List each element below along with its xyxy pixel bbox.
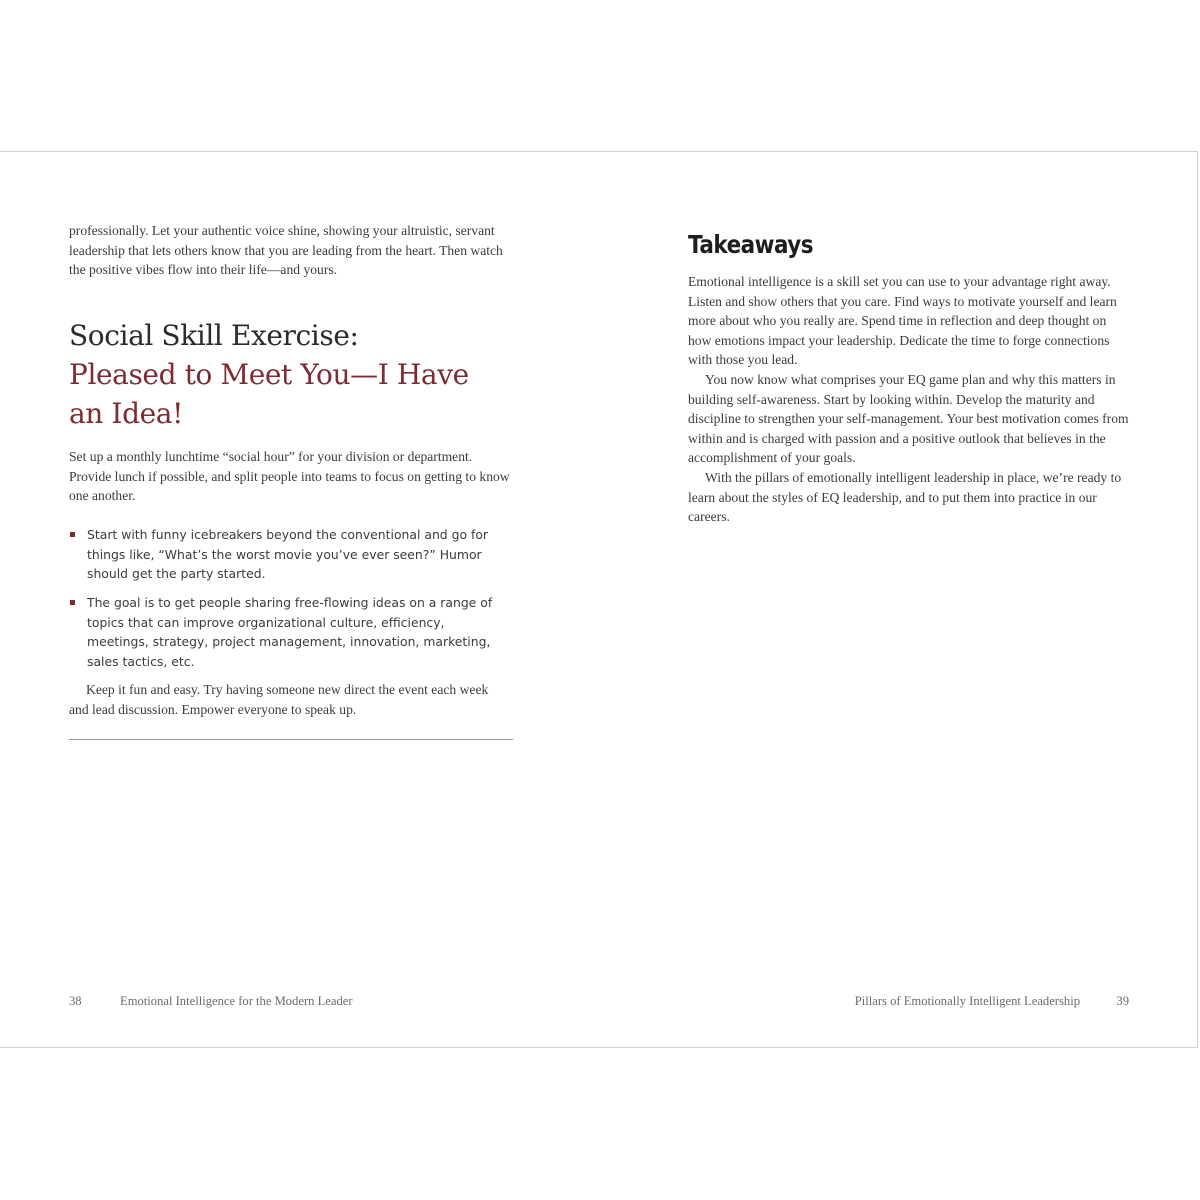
takeaways-body	[688, 272, 1133, 527]
closing-paragraph: Keep it fun and easy. Try having someone new direct the event each week and lead discussion. Empower everyone to speak up.	[69, 682, 489, 717]
takeaways-paragraph-3: With the pillars of emotionally intelligent leadership in place, we’re ready to learn about the styles of EQ leadership, and to put them into practice in our careers.	[688, 469, 1122, 525]
exercise-heading-line2: Pleased to Meet You—I Have an Idea!	[69, 358, 469, 430]
page-number-right: 39	[1116, 994, 1129, 1008]
exercise-paragraph: Set up a monthly lunchtime “social hour” for your division or department. Provide lunch if possible, and split people into teams to focus on getting to know one another.	[69, 449, 510, 504]
section-divider	[69, 739, 513, 740]
book-spread	[0, 151, 1198, 1048]
left-page	[0, 152, 600, 1047]
intro-paragraph: professionally. Let your authentic voice shine, showing your altruistic, servant leadership that lets others know that you are leading from the heart. Then watch the positive vibes flow into their life—and yours.	[69, 223, 503, 278]
takeaways-heading: Takeaways	[688, 230, 814, 259]
bullet-list	[69, 525, 499, 681]
exercise-heading-line1: Social Skill Exercise:	[69, 319, 359, 352]
list-item	[69, 593, 499, 671]
running-head-left: Emotional Intelligence for the Modern Leader	[120, 994, 353, 1008]
bullet-text: The goal is to get people sharing free-flowing ideas on a range of topics that can improve organizational culture, efficiency, meetings, strategy, project management, innovation, marketing, sales tactics, etc.	[87, 595, 493, 670]
page-number-left: 38	[69, 994, 82, 1008]
running-head-right: Pillars of Emotionally Intelligent Leadership	[854, 994, 1080, 1008]
list-item	[69, 525, 499, 584]
bullet-text: Start with funny icebreakers beyond the conventional and go for things like, “What’s the worst movie you’ve ever seen?” Humor should get the party started.	[87, 527, 489, 582]
right-page	[600, 152, 1198, 1047]
exercise-heading	[69, 316, 509, 433]
takeaways-paragraph-2: You now know what comprises your EQ game plan and why this matters in building self-awareness. Start by looking within. Develop the maturity and discipline to strengthen your self-management. Your best motivation comes from within and is charged with passion and a positive outlook that believes in the accomplishment of your goals.	[688, 371, 1129, 466]
takeaways-paragraph-1: Emotional intelligence is a skill set you can use to your advantage right away. Listen and show others that you care. Find ways to motivate yourself and learn more about who you really are. Spend time in reflection and deep thought on how emotions impact your leadership. Dedicate the time to forge connections with those you lead.	[688, 274, 1117, 368]
square-bullet-icon	[70, 600, 75, 605]
square-bullet-icon	[70, 532, 75, 537]
